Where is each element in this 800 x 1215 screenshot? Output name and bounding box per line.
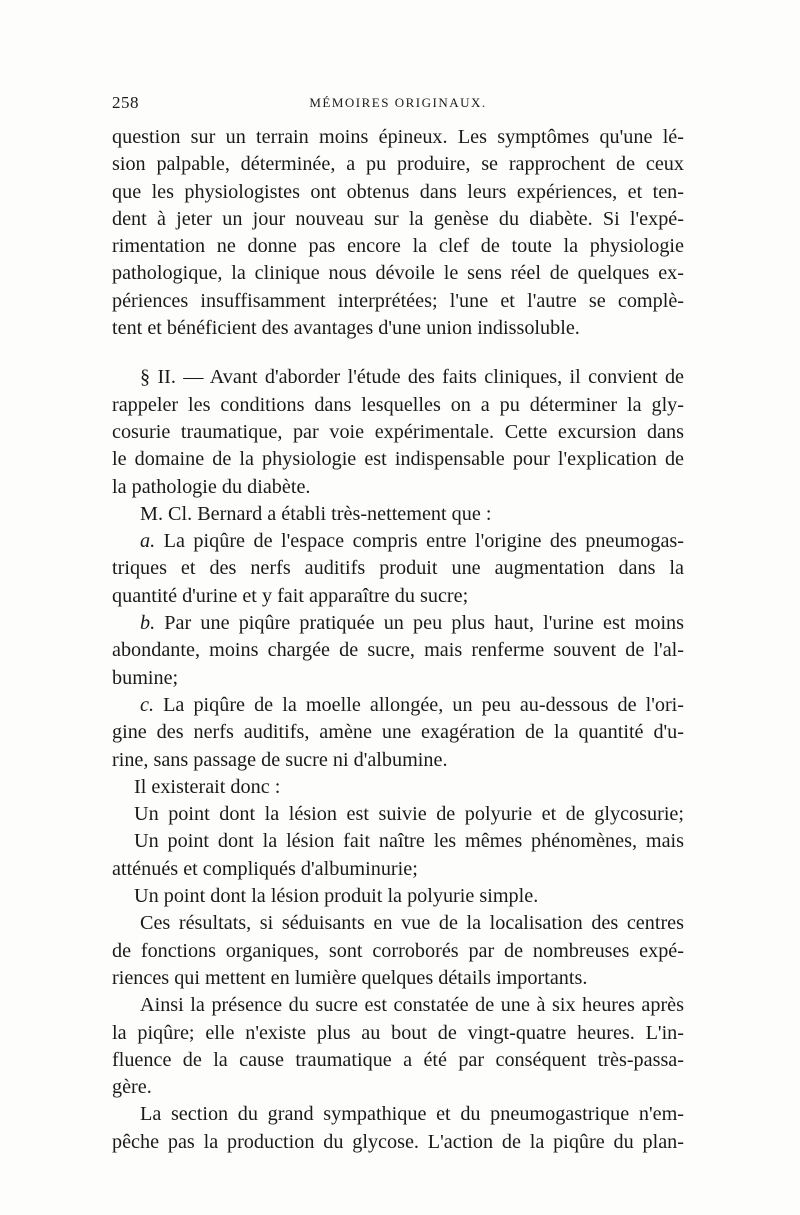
- list-item-a: [112, 528, 684, 555]
- text-line: riences qui mettent en lumière quelques détails importants.: [112, 966, 588, 989]
- text-line: abondante, moins chargée de sucre, mais renferme souvent de l'al-: [112, 639, 684, 662]
- page-number: 258: [112, 93, 139, 112]
- list-item-c: [112, 692, 684, 719]
- text-line: Il existerait donc :: [134, 775, 281, 798]
- text-line: la piqûre; elle n'existe plus au bout de vingt-quatre heures. L'in-: [112, 1021, 684, 1044]
- text-line: pathologique, la clinique nous dévoile le sens réel de quelques ex-: [112, 262, 684, 285]
- item-marker: c.: [140, 693, 155, 716]
- text-line: atténués et compliqués d'albuminurie;: [112, 857, 418, 880]
- text-line: rine, sans passage de sucre ni d'albumine.: [112, 748, 448, 771]
- text-line: rappeler les conditions dans lesquelles on a pu déterminer la gly-: [112, 393, 684, 416]
- item-text: La piqûre de l'espace compris entre l'origine des pneumogas-: [155, 530, 684, 553]
- text-line: dent à jeter un jour nouveau sur la genèse du diabète. Si l'expé-: [112, 207, 684, 230]
- point-item: Un point dont la lésion produit la polyurie simple.: [134, 885, 539, 908]
- list-item-b: [112, 610, 684, 637]
- text-line: bumine;: [112, 666, 179, 689]
- paragraph-gap: [112, 342, 684, 364]
- text-line: question sur un terrain moins épineux. Les symptômes qu'une lé-: [112, 126, 684, 148]
- text-line: Ainsi la présence du sucre est constatée de une à six heures après: [140, 994, 684, 1017]
- text-line: rimentation ne donne pas encore la clef de toute la physiologie: [112, 235, 684, 258]
- text-line: gère.: [112, 1076, 152, 1099]
- text-line: M. Cl. Bernard a établi très-nettement que :: [140, 502, 492, 525]
- text-line: périences insuffisamment interprétées; l'une et l'autre se complè-: [112, 289, 684, 312]
- text-line: Ces résultats, si séduisants en vue de la localisation des centres: [140, 912, 684, 935]
- text-line: le domaine de la physiologie est indispensable pour l'explication de: [112, 448, 684, 471]
- text-line: triques et des nerfs auditifs produit une augmentation dans la: [112, 557, 684, 580]
- text-line: sion palpable, déterminée, a pu produire, se rapprochent de ceux: [112, 153, 684, 176]
- text-line: fluence de la cause traumatique a été par conséquent très-passa-: [112, 1048, 684, 1071]
- point-item: Un point dont la lésion fait naître les mêmes phénomènes, mais: [134, 830, 684, 853]
- text-line: de fonctions organiques, sont corroborés par de nombreuses expé-: [112, 939, 684, 962]
- item-marker: b.: [140, 612, 156, 635]
- text-line: cosurie traumatique, par voie expérimentale. Cette excursion dans: [112, 420, 684, 443]
- body-text: [112, 124, 684, 1156]
- item-marker: a.: [140, 530, 156, 553]
- text-line: que les physiologistes ont obtenus dans leurs expériences, et ten-: [112, 180, 684, 203]
- text-line: La section du grand sympathique et du pneumogastrique n'em-: [140, 1103, 684, 1126]
- text-line: § II. — Avant d'aborder l'étude des faits cliniques, il convient de: [140, 366, 684, 389]
- text-line: tent et bénéficient des avantages d'une union indissoluble.: [112, 317, 580, 340]
- text-line: quantité d'urine et y fait apparaître du sucre;: [112, 584, 469, 607]
- text-line: la pathologie du diabète.: [112, 475, 311, 498]
- running-head: [112, 93, 684, 119]
- text-line: gine des nerfs auditifs, amène une exagération de la quantité d'u-: [112, 721, 684, 744]
- point-item: Un point dont la lésion est suivie de polyurie et de glycosurie;: [134, 803, 684, 826]
- item-text: Par une piqûre pratiquée un peu plus haut, l'urine est moins: [155, 612, 684, 635]
- item-text: La piqûre de la moelle allongée, un peu au-dessous de l'ori-: [154, 693, 684, 716]
- text-line: pêche pas la production du glycose. L'action de la piqûre du plan-: [112, 1130, 684, 1153]
- running-title: MÉMOIRES ORIGINAUX.: [309, 95, 487, 110]
